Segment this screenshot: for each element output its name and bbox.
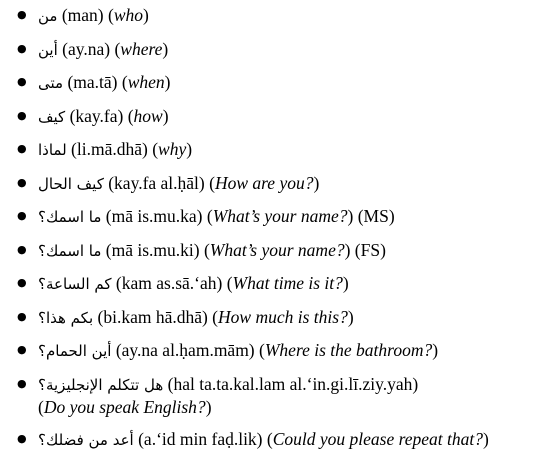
list-item: [0, 239, 534, 273]
bullet: ●: [17, 71, 27, 93]
arabic-phrase: من: [38, 7, 57, 25]
bullet: ●: [17, 306, 27, 328]
arabic-phrase: أين: [38, 41, 58, 59]
bullet: ●: [17, 205, 27, 227]
list-item: [0, 373, 534, 428]
closing: ): [165, 72, 171, 92]
transliteration: (mā is.mu.ki) (: [101, 240, 209, 260]
transliteration: (ma.tā) (: [63, 72, 128, 92]
arabic-phrase: ما اسمك؟: [38, 208, 101, 226]
phrase-list: [0, 4, 534, 461]
arabic-phrase: لماذا: [38, 141, 67, 159]
arabic-phrase: أعد من فضلك؟: [38, 431, 134, 449]
closing: ): [432, 340, 438, 360]
transliteration: (ay.na) (: [58, 39, 121, 59]
list-item: [0, 306, 534, 340]
closing: ): [186, 139, 192, 159]
translation: What’s your name?: [213, 206, 348, 226]
transliteration: (kay.fa) (: [65, 106, 133, 126]
bullet: ●: [17, 373, 27, 395]
transliteration: (a.‘id min faḍ.lik) (: [134, 429, 273, 449]
closing: ): [162, 39, 168, 59]
transliteration: (ay.na al.ḥam.mām) (: [111, 340, 264, 360]
transliteration: (mā is.mu.ka) (: [101, 206, 212, 226]
translation: who: [114, 5, 143, 25]
arabic-phrase: كم الساعة؟: [38, 275, 112, 293]
translation-line: [38, 396, 534, 418]
arabic-phrase: بكم هذا؟: [38, 309, 93, 327]
list-item: [0, 339, 534, 373]
arabic-phrase: هل تتكلم الإنجليزية؟: [38, 376, 163, 394]
closing: ): [143, 5, 149, 25]
list-item: [0, 105, 534, 139]
list-item: [0, 4, 534, 38]
transliteration: (hal ta.ta.kal.lam al.‘in.gi.lī.ziy.yah): [163, 374, 418, 394]
transliteration: (li.mā.dhā) (: [67, 139, 158, 159]
translation: What time is it?: [233, 273, 343, 293]
arabic-phrase: كيف: [38, 108, 65, 126]
translation: Do you speak English?: [44, 397, 206, 417]
bullet: ●: [17, 105, 27, 127]
bullet: ●: [17, 172, 27, 194]
translation: Where is the bathroom?: [265, 340, 432, 360]
close-paren: ): [206, 397, 212, 417]
translation: why: [158, 139, 186, 159]
translation: where: [120, 39, 162, 59]
bullet: ●: [17, 4, 27, 26]
list-item: [0, 272, 534, 306]
closing: ) (FS): [345, 240, 386, 260]
list-item: [0, 138, 534, 172]
open-paren: (: [38, 397, 44, 417]
bullet: ●: [17, 239, 27, 261]
arabic-phrase: كيف الحال: [38, 175, 104, 193]
arabic-phrase: ما اسمك؟: [38, 242, 101, 260]
arabic-phrase: متى: [38, 74, 63, 92]
closing: ): [343, 273, 349, 293]
list-item: [0, 205, 534, 239]
translation: how: [134, 106, 163, 126]
list-item: [0, 428, 534, 461]
closing: ): [348, 307, 354, 327]
transliteration: (bi.kam hā.dhā) (: [93, 307, 218, 327]
list-item: [0, 71, 534, 105]
translation: What’s your name?: [210, 240, 345, 260]
closing: ) (MS): [348, 206, 395, 226]
bullet: ●: [17, 272, 27, 294]
bullet: ●: [17, 138, 27, 160]
bullet: ●: [17, 339, 27, 361]
closing: ): [313, 173, 319, 193]
list-item: [0, 38, 534, 72]
bullet: ●: [17, 428, 27, 450]
arabic-phrase: أين الحمام؟: [38, 342, 111, 360]
bullet: ●: [17, 38, 27, 60]
translation: when: [128, 72, 165, 92]
translation: How much is this?: [218, 307, 348, 327]
closing: ): [483, 429, 489, 449]
closing: ): [163, 106, 169, 126]
translation: Could you please repeat that?: [273, 429, 483, 449]
translation: How are you?: [215, 173, 314, 193]
transliteration: (man) (: [57, 5, 113, 25]
transliteration: (kam as.sā.‘ah) (: [112, 273, 233, 293]
transliteration: (kay.fa al.ḥāl) (: [104, 173, 215, 193]
list-item: [0, 172, 534, 206]
